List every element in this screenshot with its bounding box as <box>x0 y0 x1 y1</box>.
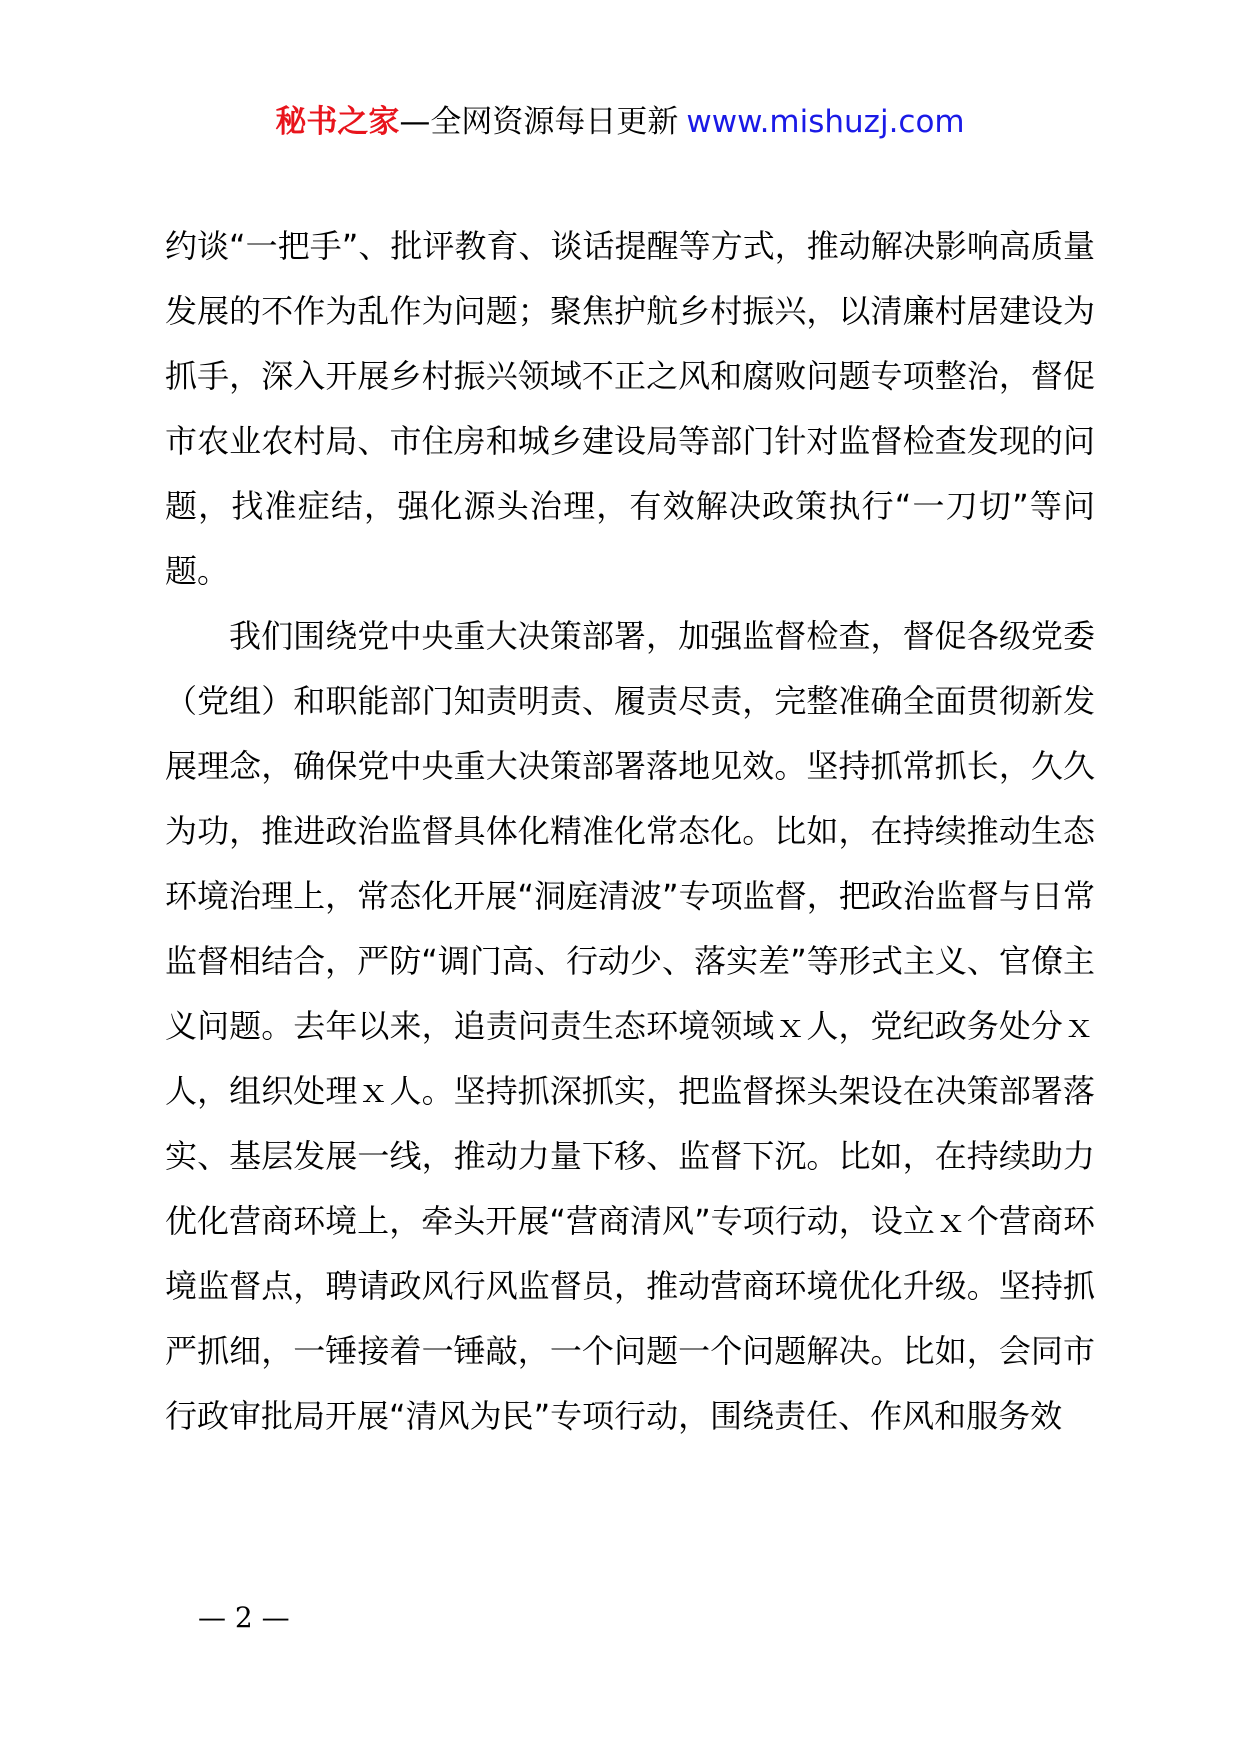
header-brand: 秘书之家 <box>275 104 400 140</box>
page-header <box>0 100 1240 144</box>
paragraph: 我们围绕党中央重大决策部署，加强监督检查，督促各级党委（党组）和职能部门知责明责、履责尽责，完整准确全面贯彻新发展理念，确保党中央重大决策部署落地见效。坚持抓常抓长，久久为功，推进政治监督具体化精准化常态化。比如，在持续推动生态环境治理上，常态化开展“洞庭清波”专项监督，把政治监督与日常监督相结合，严防“调门高、行动少、落实差”等形式主义、官僚主义问题。去年以来，追责问责生态环境领域ｘ人，党纪政务处分ｘ人，组织处理ｘ人。坚持抓深抓实，把监督探头架设在决策部署落实、基层发展一线，推动力量下移、监督下沉。比如，在持续助力优化营商环境上，牵头开展“营商清风”专项行动，设立ｘ个营商环境监督点，聘请政风行风监督员，推动营商环境优化升级。坚持抓严抓细，一锤接着一锤敲，一个问题一个问题解决。比如，会同市行政审批局开展“清风为民”专项行动，围绕责任、作风和服务效 <box>165 617 1095 1435</box>
header-tagline: —全网资源每日更新 <box>399 104 679 140</box>
page-number: — 2 — <box>198 1601 290 1634</box>
header-url[interactable]: www.mishuzj.com <box>686 104 965 140</box>
document-body <box>165 214 1095 1449</box>
paragraph-continued: 约谈“一把手”、批评教育、谈话提醒等方式，推动解决影响高质量发展的不作为乱作为问题；聚焦护航乡村振兴，以清廉村居建设为抓手，深入开展乡村振兴领域不正之风和腐败问题专项整治，督促市农业农村局、市住房和城乡建设局等部门针对监督检查发现的问题，找准症结，强化源头治理，有效解决政策执行“一刀切”等问题。 <box>165 227 1095 590</box>
